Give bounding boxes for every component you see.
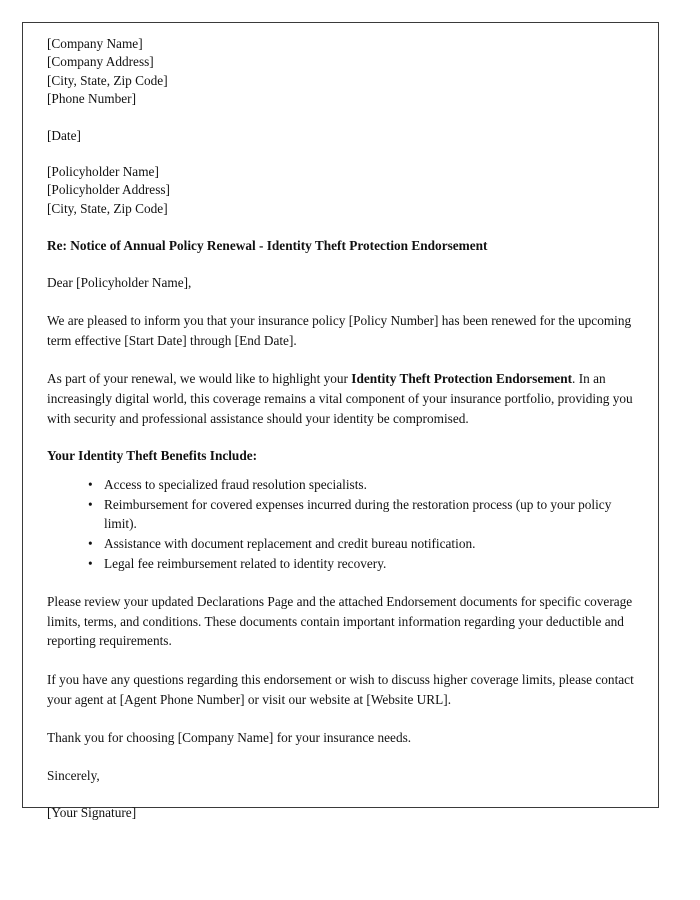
paragraph-2-text-after: . In an increasingly digital world, this coverage remains a vital component of your insurance portfolio, providing you with security and professional assistance should your identity be compromised. <box>47 371 633 426</box>
closing-salutation: Sincerely, <box>47 767 100 783</box>
document-page <box>22 22 659 820</box>
letter-body <box>47 35 639 822</box>
spacer <box>47 709 639 728</box>
sender-phone-number: [Phone Number] <box>47 91 136 107</box>
list-item-label: Legal fee reimbursement related to identity recovery. <box>104 555 387 571</box>
spacer <box>47 573 639 592</box>
spacer <box>47 218 639 237</box>
recipient-address-block <box>47 163 639 218</box>
paragraph-2-text-before: As part of your renewal, we would like to highlight your <box>47 371 352 387</box>
sender-company-name: [Company Name] <box>47 36 143 51</box>
recipient-address: [Policyholder Address] <box>47 182 170 198</box>
endorsement-name-bold: Identity Theft Protection Endorsement <box>351 371 573 387</box>
paragraph-review-declarations: Please review your updated Declarations Page and the attached Endorsement documents for specific coverage limits, terms, and conditions. These documents contain important information regarding your deductible and reporting requirements. <box>47 594 633 649</box>
spacer <box>47 145 639 163</box>
bullet-icon: • <box>88 477 93 493</box>
salutation: Dear [Policyholder Name], <box>47 275 192 291</box>
bullet-icon: • <box>88 496 93 512</box>
spacer <box>47 785 639 804</box>
recipient-city-state-zip: [City, State, Zip Code] <box>47 200 168 216</box>
spacer <box>47 748 639 767</box>
paragraph-endorsement-highlight <box>47 369 639 428</box>
benefits-heading: Your Identity Theft Benefits Include: <box>47 448 258 464</box>
benefits-list <box>47 475 639 573</box>
spacer <box>47 255 639 274</box>
list-item-label: Access to specialized fraud resolution specialists. <box>104 477 367 493</box>
sender-address-block <box>47 35 639 109</box>
list-item-label: Assistance with document replacement and credit bureau notification. <box>104 536 476 551</box>
sender-company-address: [Company Address] <box>47 54 154 70</box>
list-item <box>88 495 639 534</box>
spacer <box>47 109 639 127</box>
date-line: [Date] <box>47 127 81 143</box>
bullet-icon: • <box>88 555 93 571</box>
spacer <box>47 292 639 311</box>
subject-line: Re: Notice of Annual Policy Renewal - Identity Theft Protection Endorsement <box>47 238 488 254</box>
paragraph-renewal-confirmation: We are pleased to inform you that your insurance policy [Policy Number] has been renewed for the upcoming term effective [Start Date] through [End Date]. <box>47 313 632 348</box>
list-item <box>88 475 639 495</box>
spacer <box>47 651 639 670</box>
spacer <box>47 350 639 369</box>
recipient-name: [Policyholder Name] <box>47 164 159 180</box>
list-item <box>88 534 639 554</box>
date-block <box>47 127 639 145</box>
paragraph-thank-you: Thank you for choosing [Company Name] for your insurance needs. <box>47 730 412 746</box>
spacer <box>47 428 639 447</box>
list-item-label: Reimbursement for covered expenses incurred during the restoration process (up to your policy limit). <box>104 496 612 532</box>
bullet-icon: • <box>88 536 93 551</box>
signature-placeholder: [Your Signature] <box>47 804 137 820</box>
sender-city-state-zip: [City, State, Zip Code] <box>47 72 168 88</box>
paragraph-contact-info: If you have any questions regarding this endorsement or wish to discuss higher coverage limits, please contact your agent at [Agent Phone Number] or visit our website at [Website URL]. <box>47 671 634 707</box>
list-item <box>88 554 639 574</box>
